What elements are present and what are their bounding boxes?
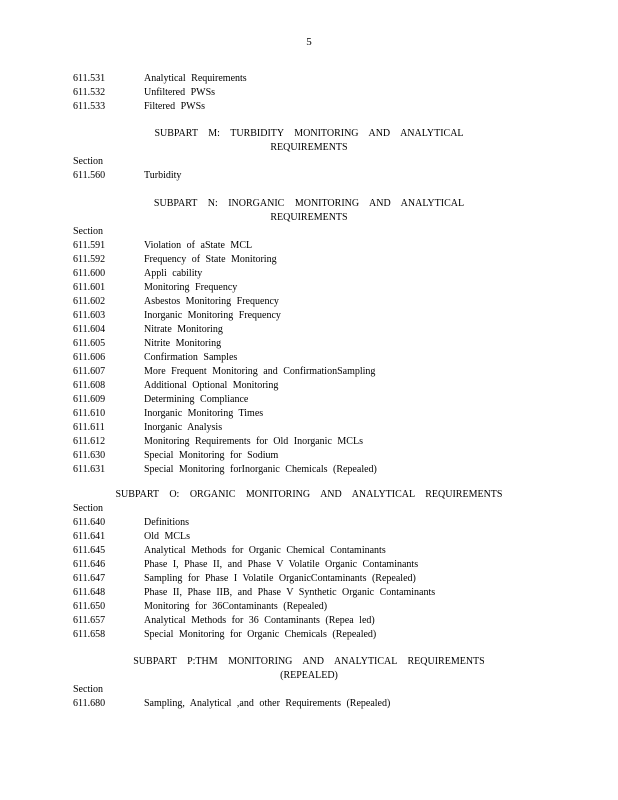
toc-entry <box>0 449 618 463</box>
section-number: 611.657 <box>73 615 106 626</box>
toc-entry <box>0 600 618 614</box>
section-title: Sampling for Phase I Volatile OrganicContaminants (Repealed) <box>144 573 416 584</box>
section-title: Turbidity <box>144 170 182 181</box>
toc-entry <box>0 309 618 323</box>
section-number: 611.601 <box>73 282 106 293</box>
section-number: 611.650 <box>73 601 106 612</box>
section-number: 611.647 <box>73 573 106 584</box>
section-title: Definitions <box>144 517 189 528</box>
subpart-n <box>0 197 618 477</box>
section-number: 611.640 <box>73 517 106 528</box>
section-number: 611.603 <box>73 310 106 321</box>
section-number: 611.531 <box>73 73 106 84</box>
section-number: 611.532 <box>73 87 106 98</box>
section-number: 611.607 <box>73 366 106 377</box>
toc-entry <box>0 614 618 628</box>
section-title: Analytical Methods for Organic Chemical Contaminants <box>144 545 386 556</box>
section-title: Special Monitoring for Organic Chemicals (Repealed) <box>144 629 377 640</box>
section-title: Frequency of State Monitoring <box>144 254 277 265</box>
top-entries <box>0 72 618 114</box>
section-title: Nitrate Monitoring <box>144 324 223 335</box>
toc-entry <box>0 530 618 544</box>
section-title: Inorganic Monitoring Times <box>144 408 264 419</box>
subpart-p <box>0 655 618 711</box>
section-number: 611.646 <box>73 559 106 570</box>
section-title: Determining Compliance <box>144 394 249 405</box>
section-number: 611.609 <box>73 394 106 405</box>
section-title: Nitrite Monitoring <box>144 338 222 349</box>
section-number: 611.645 <box>73 545 106 556</box>
section-number: 611.604 <box>73 324 106 335</box>
section-title: Old MCLs <box>144 531 191 542</box>
toc-entry <box>0 697 618 711</box>
toc-entry <box>0 379 618 393</box>
section-number: 611.631 <box>73 464 106 475</box>
section-label: Section <box>73 503 103 514</box>
toc-entry <box>0 463 618 477</box>
subpart-heading: SUBPART M: TURBIDITY MONITORING AND ANALYTICAL <box>154 128 464 139</box>
toc-entry <box>0 239 618 253</box>
section-title: Phase II, Phase IIB, and Phase V Synthetic Organic Contaminants <box>144 587 436 598</box>
toc-entry <box>0 169 618 183</box>
section-number: 611.606 <box>73 352 106 363</box>
section-title: Filtered PWSs <box>144 101 206 112</box>
section-title: Monitoring Frequency <box>144 282 238 293</box>
toc-entry <box>0 337 618 351</box>
subpart-heading-continued: (REPEALED) <box>280 670 338 681</box>
section-number: 611.608 <box>73 380 106 391</box>
section-number: 611.533 <box>73 101 106 112</box>
section-label: Section <box>73 156 103 167</box>
section-title: Confirmation Samples <box>144 352 238 363</box>
section-number: 611.605 <box>73 338 106 349</box>
toc-entry <box>0 516 618 530</box>
section-number: 611.591 <box>73 240 106 251</box>
toc-entry <box>0 323 618 337</box>
toc-entry <box>0 628 618 642</box>
section-number: 611.641 <box>73 531 106 542</box>
toc-entry <box>0 351 618 365</box>
section-number: 611.680 <box>73 698 106 709</box>
section-title: Analytical Requirements <box>144 73 247 84</box>
section-number: 611.602 <box>73 296 106 307</box>
section-title: Sampling, Analytical ,and other Requirements (Repealed) <box>144 698 391 709</box>
section-title: More Frequent Monitoring and ConfirmationSampling <box>144 366 376 377</box>
toc-entry <box>0 365 618 379</box>
toc-entry <box>0 407 618 421</box>
subpart-o <box>0 488 618 642</box>
toc-entry <box>0 86 618 100</box>
section-number: 611.612 <box>73 436 106 447</box>
section-title: Monitoring for 36Contaminants (Repealed) <box>144 601 328 612</box>
subpart-m <box>0 127 618 183</box>
toc-entry <box>0 544 618 558</box>
section-title: Unfiltered PWSs <box>144 87 216 98</box>
section-title: Appli cability <box>144 268 203 279</box>
section-title: Special Monitoring for Sodium <box>144 450 279 461</box>
subpart-heading: SUBPART P:THM MONITORING AND ANALYTICAL REQUIREMENTS <box>133 656 485 667</box>
section-number: 611.630 <box>73 450 106 461</box>
page-number: 5 <box>306 36 312 48</box>
toc-entry <box>0 586 618 600</box>
section-number: 611.658 <box>73 629 106 640</box>
subpart-heading-continued: REQUIREMENTS <box>270 142 348 153</box>
section-title: Asbestos Monitoring Frequency <box>144 296 279 307</box>
section-title: Inorganic Analysis <box>144 422 223 433</box>
section-title: Phase I, Phase II, and Phase V Volatile Organic Contaminants <box>144 559 419 570</box>
section-number: 611.592 <box>73 254 106 265</box>
section-label: Section <box>73 226 103 237</box>
toc-entry <box>0 295 618 309</box>
section-title: Additional Optional Monitoring <box>144 380 279 391</box>
section-label: Section <box>73 684 103 695</box>
section-number: 611.560 <box>73 170 106 181</box>
toc-entry <box>0 435 618 449</box>
toc-entry <box>0 253 618 267</box>
subpart-heading-continued: REQUIREMENTS <box>270 212 348 223</box>
toc-entry <box>0 267 618 281</box>
toc-entry <box>0 72 618 86</box>
section-title: Monitoring Requirements for Old Inorganic MCLs <box>144 436 363 447</box>
section-number: 611.648 <box>73 587 106 598</box>
section-title: Inorganic Monitoring Frequency <box>144 310 281 321</box>
subpart-heading: SUBPART N: INORGANIC MONITORING AND ANALYTICAL <box>153 198 465 209</box>
section-title: Special Monitoring forInorganic Chemicals (Repealed) <box>144 464 377 475</box>
toc-entry <box>0 281 618 295</box>
section-title: Analytical Methods for 36 Contaminants (Repea led) <box>144 615 375 626</box>
toc-entry <box>0 572 618 586</box>
section-number: 611.611 <box>73 422 105 433</box>
toc-entry <box>0 393 618 407</box>
subpart-heading: SUBPART O: ORGANIC MONITORING AND ANALYTICAL REQUIREMENTS <box>115 489 503 500</box>
section-number: 611.610 <box>73 408 106 419</box>
section-title: Violation of aState MCL <box>144 240 253 251</box>
toc-entry <box>0 100 618 114</box>
toc-entry <box>0 421 618 435</box>
section-number: 611.600 <box>73 268 106 279</box>
toc-entry <box>0 558 618 572</box>
